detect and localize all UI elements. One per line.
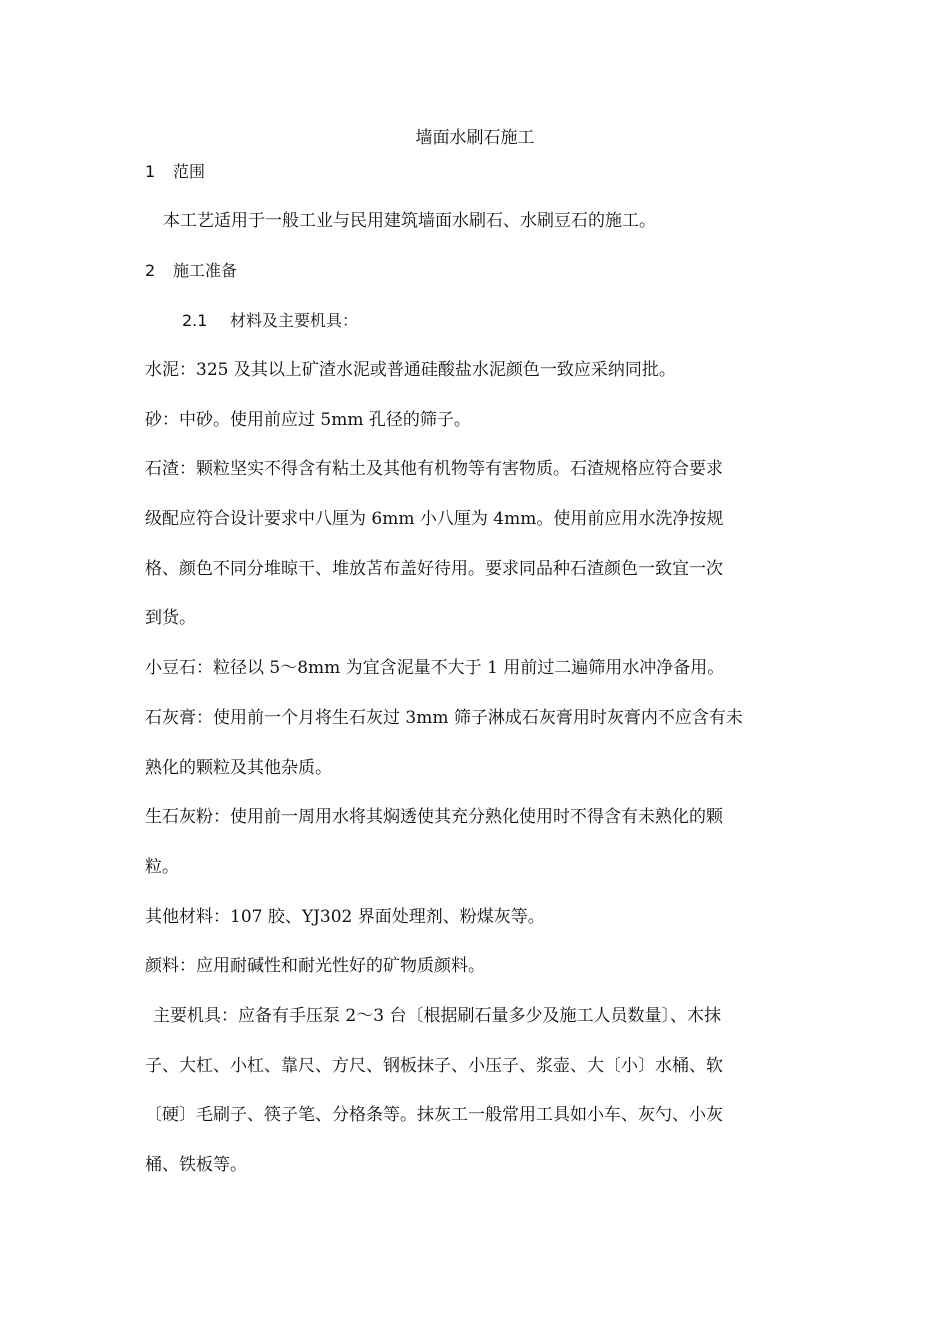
section-1-number: 1 xyxy=(145,162,156,181)
section-2-number: 2 xyxy=(145,261,156,280)
subsection-2-1-number: 2.1 xyxy=(182,311,208,330)
subsection-2-1-title: 材料及主要机具： xyxy=(230,311,359,330)
paragraph-line: 生石灰粉：使用前一周用水将其焖透使其充分熟化使用时不得含有未熟化的颗 xyxy=(145,807,723,827)
paragraph-line: 桶、铁板等。 xyxy=(145,1155,247,1175)
paragraph-line: 砂：中砂。使用前应过 5mm 孔径的筛子。 xyxy=(145,410,471,430)
section-1-heading xyxy=(145,158,825,186)
paragraph-line: 水泥：325 及其以上矿渣水泥或普通硅酸盐水泥颜色一致应采纳同批。 xyxy=(145,360,676,380)
paragraph-line: 子、大杠、小杠、靠尺、方尺、钢板抹子、小压子、浆壶、大〔小〕水桶、软 xyxy=(145,1056,723,1076)
paragraph-line: 小豆石：粒径以 5～8mm 为宜含泥量不大于 1 用前过二遍筛用水冲净备用。 xyxy=(145,658,725,678)
section-2-heading xyxy=(145,257,825,285)
section-1-title: 范围 xyxy=(173,162,206,181)
paragraph-line: 颜料：应用耐碱性和耐光性好的矿物质颜料。 xyxy=(145,956,485,976)
section-2-title: 施工准备 xyxy=(173,261,238,280)
paragraph-line: 到货。 xyxy=(145,608,196,628)
section-1-body: 本工艺适用于一般工业与民用建筑墙面水刷石、水刷豆石的施工。 xyxy=(163,211,656,231)
paragraph-line: 石灰膏：使用前一个月将生石灰过 3mm 筛子淋成石灰膏用时灰膏内不应含有未 xyxy=(145,708,743,728)
paragraph-line: 〔硬〕毛刷子、筷子笔、分格条等。抹灰工一般常用工具如小车、灰勺、小灰 xyxy=(145,1105,723,1125)
document-title: 墙面水刷石施工 xyxy=(415,128,535,148)
paragraph-line: 格、颜色不同分堆晾干、堆放苫布盖好待用。要求同品种石渣颜色一致宜一次 xyxy=(145,559,723,579)
subsection-2-1-heading xyxy=(182,307,862,335)
paragraph-line: 石渣：颗粒坚实不得含有粘土及其他有机物等有害物质。石渣规格应符合要求 xyxy=(145,459,723,479)
paragraph-line: 粒。 xyxy=(145,857,179,877)
paragraph-line: 主要机具：应备有手压泵 2～3 台〔根据刷石量多少及施工人员数量〕、木抹 xyxy=(153,1006,721,1026)
paragraph-line: 级配应符合设计要求中八厘为 6mm 小八厘为 4mm。使用前应用水洗净按规 xyxy=(145,509,724,529)
paragraph-line: 其他材料：107 胶、YJ302 界面处理剂、粉煤灰等。 xyxy=(145,907,545,927)
paragraph-line: 熟化的颗粒及其他杂质。 xyxy=(145,758,332,778)
